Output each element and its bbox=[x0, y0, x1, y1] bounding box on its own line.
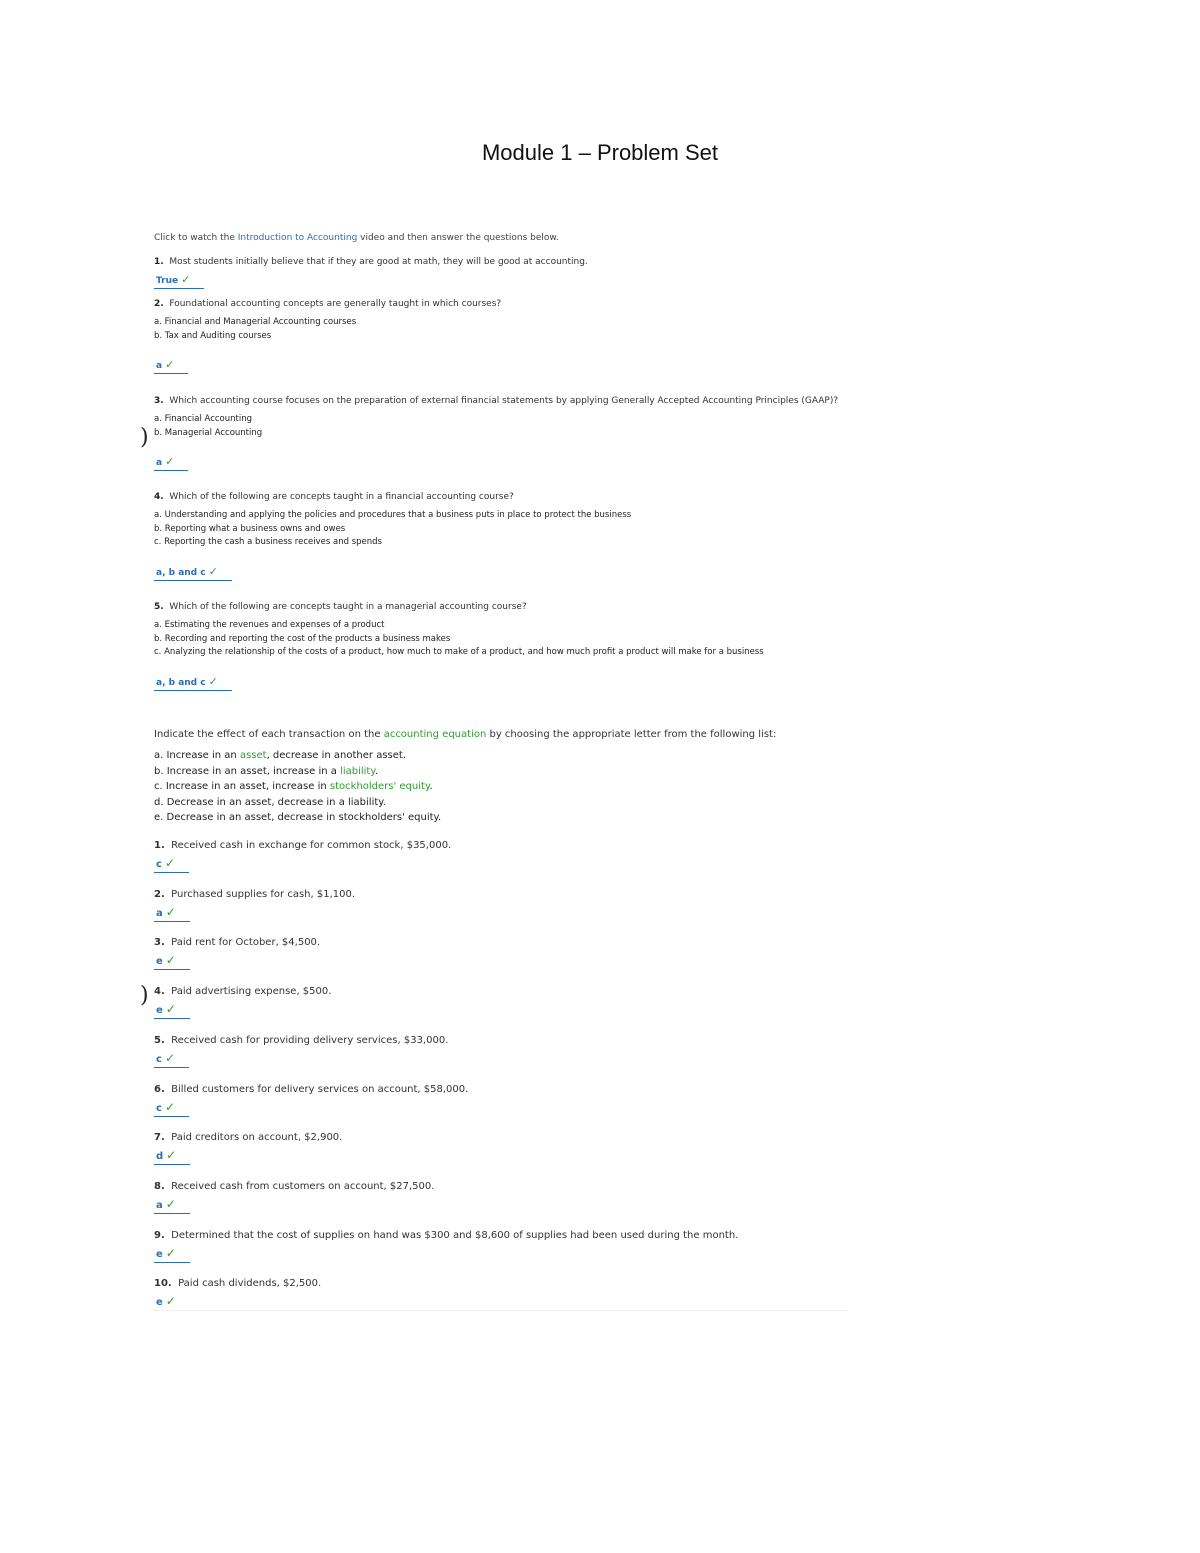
answer-field[interactable]: True ✓ bbox=[154, 274, 204, 289]
option-list bbox=[154, 413, 838, 440]
transaction-10: 10. Paid cash dividends, $2,500. e ✓ bbox=[154, 1277, 321, 1311]
effect-choice: e. Decrease in an asset, decrease in stockholders' equity. bbox=[154, 812, 442, 824]
option-item: c. Analyzing the relationship of the costs of a product, how much to make of a product, and how much profit a product will make for a business bbox=[154, 647, 764, 657]
transaction-4: 4. Paid advertising expense, $500. e ✓ bbox=[154, 985, 331, 1019]
option-item: b. Managerial Accounting bbox=[154, 427, 263, 438]
check-icon: ✓ bbox=[165, 1246, 176, 1260]
check-icon: ✓ bbox=[164, 1100, 175, 1114]
section-divider bbox=[154, 1310, 848, 1311]
transaction-9: 9. Determined that the cost of supplies on hand was $300 and $8,600 of supplies had been used during the month. e ✓ bbox=[154, 1229, 738, 1263]
answer-field[interactable]: a ✓ bbox=[154, 359, 188, 374]
check-icon: ✓ bbox=[165, 953, 176, 967]
check-icon: ✓ bbox=[165, 1197, 176, 1211]
question-2: 2. Foundational accounting concepts are generally taught in which courses? a. Financial and Managerial Accounting courses b. Tax and Auditing courses a ✓ bbox=[154, 298, 501, 374]
check-icon: ✓ bbox=[165, 358, 175, 371]
check-icon: ✓ bbox=[164, 856, 175, 870]
check-icon: ✓ bbox=[208, 674, 218, 688]
option-item: a. Financial Accounting bbox=[154, 414, 252, 424]
transaction-8: 8. Received cash from customers on account, $27,500. a ✓ bbox=[154, 1180, 434, 1214]
transaction-5: 5. Received cash for providing delivery services, $33,000. c ✓ bbox=[154, 1034, 448, 1068]
option-item: b. Recording and reporting the cost of the products a business makes bbox=[154, 633, 451, 644]
option-item: a. Estimating the revenues and expenses of a product bbox=[154, 620, 385, 630]
option-item: c. Reporting the cash a business receives and spends bbox=[154, 537, 382, 547]
check-icon: ✓ bbox=[208, 564, 218, 578]
answer-field[interactable]: c ✓ bbox=[154, 1052, 189, 1068]
option-item: b. Tax and Auditing courses bbox=[154, 330, 272, 341]
margin-paren-mark: ) bbox=[140, 425, 149, 450]
margin-paren-mark: ) bbox=[140, 983, 149, 1008]
transaction-6: 6. Billed customers for delivery services on account, $58,000. c ✓ bbox=[154, 1083, 468, 1117]
answer-field[interactable]: e ✓ bbox=[154, 1003, 190, 1019]
answer-field[interactable]: a ✓ bbox=[154, 456, 188, 471]
accounting-equation-link[interactable]: accounting equation bbox=[383, 729, 487, 740]
page-title: Module 1 – Problem Set bbox=[481, 140, 719, 165]
check-icon: ✓ bbox=[165, 455, 175, 468]
answer-field[interactable]: a ✓ bbox=[154, 906, 190, 922]
accounting-equation-section bbox=[154, 728, 776, 826]
option-item: a. Financial and Managerial Accounting courses bbox=[154, 317, 357, 327]
transaction-1: 1. Received cash in exchange for common stock, $35,000. c ✓ bbox=[154, 839, 451, 873]
transaction-2: 2. Purchased supplies for cash, $1,100. a ✓ bbox=[154, 888, 355, 922]
effect-choice: a. Increase in an asset, decrease in another asset. bbox=[154, 750, 407, 761]
answer-field[interactable]: a, b and c ✓ bbox=[154, 676, 232, 691]
answer-field[interactable]: c ✓ bbox=[154, 1101, 189, 1117]
intro-video-link[interactable]: Introduction to Accounting bbox=[237, 233, 358, 243]
question-3: 3. Which accounting course focuses on the preparation of external financial statements by applying Generally Accepted Accounting Principles (GAAP)? a. Financial Accounting b. Managerial Accounting a ✓ bbox=[154, 395, 838, 471]
check-icon: ✓ bbox=[181, 273, 191, 286]
option-item: a. Understanding and applying the policies and procedures that a business puts in place to protect the business bbox=[154, 510, 632, 520]
check-icon: ✓ bbox=[165, 905, 176, 919]
question-5: 5. Which of the following are concepts taught in a managerial accounting course? a. Estimating the revenues and expenses of a product b. Recording and reporting the cost of the products a business makes c. Analyzing the relationship of the costs of a product, how much to make of a product, and how much profit a product will make for a business a, b and c ✓ bbox=[154, 601, 764, 691]
transaction-7: 7. Paid creditors on account, $2,900. d ✓ bbox=[154, 1131, 342, 1165]
answer-field[interactable]: a ✓ bbox=[154, 1198, 190, 1214]
answer-field[interactable]: a, b and c ✓ bbox=[154, 566, 232, 581]
question-4: 4. Which of the following are concepts taught in a financial accounting course? a. Understanding and applying the policies and procedures that a business puts in place to protect the business b. Reporting what a business owns and owes c. Reporting the cash a business receives and spends a, b and c ✓ bbox=[154, 491, 631, 581]
check-icon: ✓ bbox=[166, 1148, 177, 1162]
question-1: 1. Most students initially believe that if they are good at math, they will be good at accounting. True ✓ bbox=[154, 256, 588, 289]
check-icon: ✓ bbox=[165, 1294, 176, 1308]
answer-field[interactable]: e ✓ bbox=[154, 1247, 190, 1263]
effect-choice: d. Decrease in an asset, decrease in a liability. bbox=[154, 796, 386, 808]
term-link[interactable]: stockholders' equity bbox=[329, 781, 430, 793]
answer-field[interactable]: c ✓ bbox=[154, 857, 189, 873]
effect-choice-list bbox=[154, 748, 776, 826]
effect-instructions: Indicate the effect of each transaction on the accounting equation by choosing the appropriate letter from the following list: bbox=[154, 729, 777, 740]
term-link[interactable]: asset bbox=[239, 750, 267, 761]
option-list bbox=[154, 619, 764, 660]
check-icon: ✓ bbox=[164, 1051, 175, 1065]
effect-choice: c. Increase in an asset, increase in stockholders' equity. bbox=[154, 781, 433, 793]
intro-text: Click to watch the Introduction to Accounting video and then answer the questions below. bbox=[154, 233, 559, 243]
answer-field[interactable]: e ✓ bbox=[154, 1295, 190, 1311]
check-icon: ✓ bbox=[165, 1002, 176, 1016]
answer-field[interactable]: d ✓ bbox=[154, 1149, 190, 1165]
term-link[interactable]: liability bbox=[340, 765, 375, 777]
effect-choice: b. Increase in an asset, increase in a liability. bbox=[154, 765, 379, 777]
transaction-3: 3. Paid rent for October, $4,500. e ✓ bbox=[154, 936, 320, 970]
option-list bbox=[154, 509, 631, 550]
option-list bbox=[154, 316, 501, 343]
answer-field[interactable]: e ✓ bbox=[154, 954, 190, 970]
option-item: b. Reporting what a business owns and owes bbox=[154, 523, 346, 534]
